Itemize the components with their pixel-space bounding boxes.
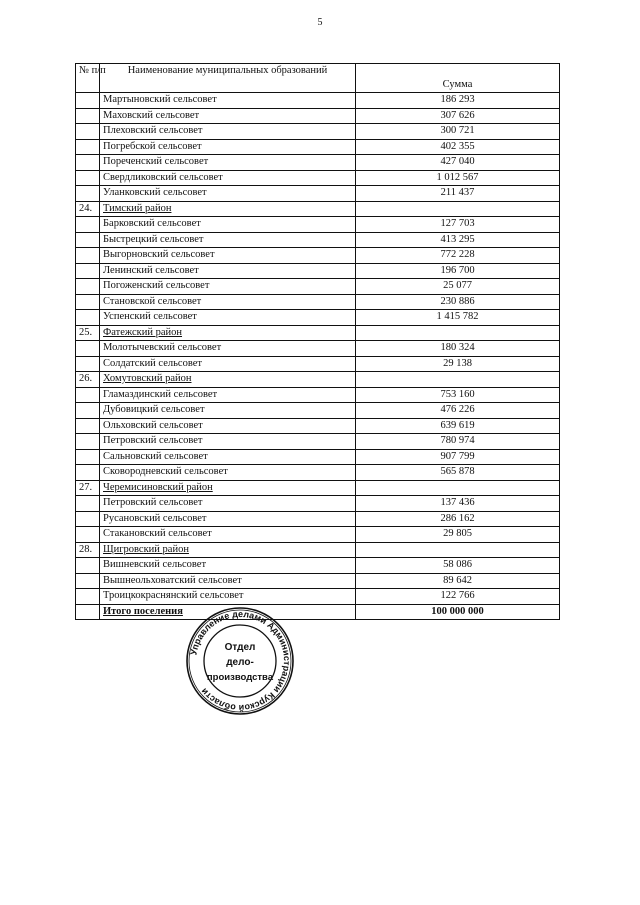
total-row bbox=[76, 604, 560, 620]
district-name: Черемисиновский район bbox=[100, 480, 356, 496]
amount: 413 295 bbox=[356, 232, 560, 248]
row-number bbox=[76, 356, 100, 372]
row-number bbox=[76, 217, 100, 233]
amount: 25 077 bbox=[356, 279, 560, 295]
municipality-name: Русановский сельсовет bbox=[100, 511, 356, 527]
amount: 1 415 782 bbox=[356, 310, 560, 326]
table-row bbox=[76, 511, 560, 527]
amount: 402 355 bbox=[356, 139, 560, 155]
amount bbox=[356, 201, 560, 217]
municipality-name: Погребской сельсовет bbox=[100, 139, 356, 155]
municipality-name: Вышнеольховатский сельсовет bbox=[100, 573, 356, 589]
header-num: № п/п bbox=[76, 64, 100, 93]
amount bbox=[356, 480, 560, 496]
amount: 29 138 bbox=[356, 356, 560, 372]
row-number bbox=[76, 449, 100, 465]
municipality-name: Быстрецкий сельсовет bbox=[100, 232, 356, 248]
table-row bbox=[76, 387, 560, 403]
table-row bbox=[76, 263, 560, 279]
row-number bbox=[76, 511, 100, 527]
municipality-name: Стакановский сельсовет bbox=[100, 527, 356, 543]
table-row bbox=[76, 573, 560, 589]
amount bbox=[356, 542, 560, 558]
table-row bbox=[76, 232, 560, 248]
district-name: Щигровский район bbox=[100, 542, 356, 558]
table-header-row bbox=[76, 64, 560, 93]
row-number bbox=[76, 248, 100, 264]
table-row bbox=[76, 418, 560, 434]
amount: 907 799 bbox=[356, 449, 560, 465]
municipality-name: Гламаздинский сельсовет bbox=[100, 387, 356, 403]
row-number bbox=[76, 279, 100, 295]
stamp-line-3: производства bbox=[206, 672, 274, 683]
municipality-name: Плеховский сельсовет bbox=[100, 124, 356, 140]
amount: 1 012 567 bbox=[356, 170, 560, 186]
amount: 565 878 bbox=[356, 465, 560, 481]
header-sum: Сумма bbox=[356, 64, 560, 93]
row-number: 26. bbox=[76, 372, 100, 388]
row-number bbox=[76, 93, 100, 109]
district-name: Хомутовский район bbox=[100, 372, 356, 388]
amount: 476 226 bbox=[356, 403, 560, 419]
row-number bbox=[76, 155, 100, 171]
row-number: 27. bbox=[76, 480, 100, 496]
municipality-name: Сковородневский сельсовет bbox=[100, 465, 356, 481]
municipality-name: Ленинский сельсовет bbox=[100, 263, 356, 279]
amount: 780 974 bbox=[356, 434, 560, 450]
table-body bbox=[76, 93, 560, 620]
district-row bbox=[76, 480, 560, 496]
table-row bbox=[76, 356, 560, 372]
district-name: Тимский район bbox=[100, 201, 356, 217]
page-number: 5 bbox=[317, 17, 323, 28]
row-number bbox=[76, 186, 100, 202]
municipality-name: Сальновский сельсовет bbox=[100, 449, 356, 465]
table-row bbox=[76, 186, 560, 202]
amount: 137 436 bbox=[356, 496, 560, 512]
header-name: Наименование муниципальных образований bbox=[100, 64, 356, 93]
stamp-line-1: Отдел bbox=[224, 642, 256, 653]
table-row bbox=[76, 93, 560, 109]
row-number bbox=[76, 387, 100, 403]
table-row bbox=[76, 403, 560, 419]
municipality-name: Ольховский сельсовет bbox=[100, 418, 356, 434]
amount: 753 160 bbox=[356, 387, 560, 403]
amount: 307 626 bbox=[356, 108, 560, 124]
table-row bbox=[76, 496, 560, 512]
row-number: 28. bbox=[76, 542, 100, 558]
row-number bbox=[76, 527, 100, 543]
official-stamp bbox=[184, 605, 296, 717]
amount: 196 700 bbox=[356, 263, 560, 279]
table-row bbox=[76, 310, 560, 326]
row-number bbox=[76, 341, 100, 357]
municipality-name: Итого поселения bbox=[100, 604, 356, 620]
amount: 100 000 000 bbox=[356, 604, 560, 620]
row-number bbox=[76, 496, 100, 512]
table-row bbox=[76, 465, 560, 481]
row-number bbox=[76, 263, 100, 279]
row-number bbox=[76, 232, 100, 248]
table-row bbox=[76, 217, 560, 233]
table-row bbox=[76, 341, 560, 357]
municipality-name: Молотычевский сельсовет bbox=[100, 341, 356, 357]
amount: 230 886 bbox=[356, 294, 560, 310]
stamp-ring-text: Управление делами Администрации Курской области bbox=[188, 608, 293, 714]
amount bbox=[356, 325, 560, 341]
amount: 180 324 bbox=[356, 341, 560, 357]
municipality-name: Свердликовский сельсовет bbox=[100, 170, 356, 186]
amount: 639 619 bbox=[356, 418, 560, 434]
amount: 427 040 bbox=[356, 155, 560, 171]
amount: 58 086 bbox=[356, 558, 560, 574]
row-number bbox=[76, 403, 100, 419]
municipality-name: Становской сельсовет bbox=[100, 294, 356, 310]
table-row bbox=[76, 434, 560, 450]
table-row bbox=[76, 558, 560, 574]
municipality-name: Петровский сельсовет bbox=[100, 496, 356, 512]
municipality-name: Петровский сельсовет bbox=[100, 434, 356, 450]
amount: 300 721 bbox=[356, 124, 560, 140]
amount: 286 162 bbox=[356, 511, 560, 527]
row-number bbox=[76, 465, 100, 481]
row-number bbox=[76, 124, 100, 140]
municipality-name: Погоженский сельсовет bbox=[100, 279, 356, 295]
amount: 127 703 bbox=[356, 217, 560, 233]
municipality-name: Маховский сельсовет bbox=[100, 108, 356, 124]
row-number bbox=[76, 310, 100, 326]
municipality-name: Успенский сельсовет bbox=[100, 310, 356, 326]
table-row bbox=[76, 124, 560, 140]
amount: 186 293 bbox=[356, 93, 560, 109]
table-row bbox=[76, 248, 560, 264]
row-number: 24. bbox=[76, 201, 100, 217]
amount: 772 228 bbox=[356, 248, 560, 264]
amount bbox=[356, 372, 560, 388]
table-row bbox=[76, 279, 560, 295]
municipality-name: Мартыновский сельсовет bbox=[100, 93, 356, 109]
table-row bbox=[76, 527, 560, 543]
row-number: 25. bbox=[76, 325, 100, 341]
row-number bbox=[76, 604, 100, 620]
table-row bbox=[76, 170, 560, 186]
table-row bbox=[76, 139, 560, 155]
row-number bbox=[76, 294, 100, 310]
amount: 211 437 bbox=[356, 186, 560, 202]
district-name: Фатежский район bbox=[100, 325, 356, 341]
stamp-line-2: дело- bbox=[226, 657, 254, 668]
municipality-name: Барковский сельсовет bbox=[100, 217, 356, 233]
amount: 89 642 bbox=[356, 573, 560, 589]
table-row bbox=[76, 294, 560, 310]
row-number bbox=[76, 589, 100, 605]
row-number bbox=[76, 558, 100, 574]
amount: 122 766 bbox=[356, 589, 560, 605]
municipality-name: Пореченский сельсовет bbox=[100, 155, 356, 171]
row-number bbox=[76, 573, 100, 589]
municipality-name: Уланковский сельсовет bbox=[100, 186, 356, 202]
row-number bbox=[76, 139, 100, 155]
municipality-name: Дубовицкий сельсовет bbox=[100, 403, 356, 419]
municipality-name: Троицкокраснянский сельсовет bbox=[100, 589, 356, 605]
budget-table bbox=[75, 63, 560, 620]
table-row bbox=[76, 108, 560, 124]
district-row bbox=[76, 372, 560, 388]
district-row bbox=[76, 201, 560, 217]
municipality-name: Выгорновский сельсовет bbox=[100, 248, 356, 264]
table-row bbox=[76, 589, 560, 605]
row-number bbox=[76, 434, 100, 450]
stamp-graphic bbox=[184, 605, 296, 717]
municipality-name: Солдатский сельсовет bbox=[100, 356, 356, 372]
row-number bbox=[76, 418, 100, 434]
row-number bbox=[76, 108, 100, 124]
municipality-name: Вишневский сельсовет bbox=[100, 558, 356, 574]
district-row bbox=[76, 325, 560, 341]
table-row bbox=[76, 449, 560, 465]
table-row bbox=[76, 155, 560, 171]
amount: 29 805 bbox=[356, 527, 560, 543]
row-number bbox=[76, 170, 100, 186]
district-row bbox=[76, 542, 560, 558]
